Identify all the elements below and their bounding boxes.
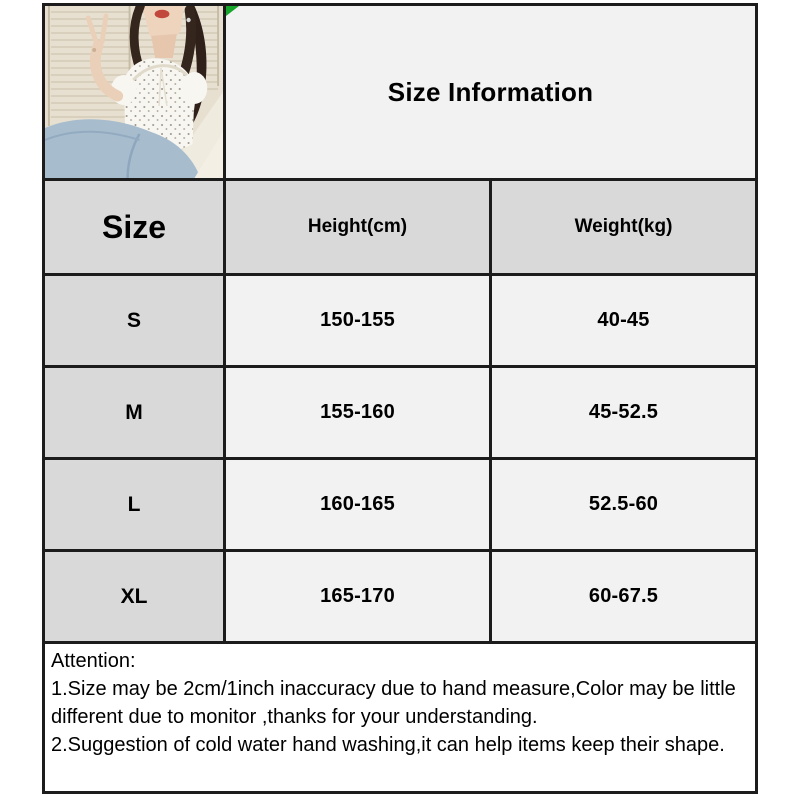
height-value: 150-155 xyxy=(225,275,491,367)
height-value: 155-160 xyxy=(225,367,491,459)
height-value: 165-170 xyxy=(225,551,491,643)
attention-note xyxy=(44,643,757,793)
table-row-s xyxy=(44,275,757,367)
weight-value: 52.5-60 xyxy=(491,459,757,551)
column-header-size: Size xyxy=(44,180,225,275)
column-header-height: Height(cm) xyxy=(225,180,491,275)
size-label: M xyxy=(44,367,225,459)
size-label: XL xyxy=(44,551,225,643)
size-information-banner xyxy=(225,5,757,180)
column-header-weight: Weight(kg) xyxy=(491,180,757,275)
weight-value: 45-52.5 xyxy=(491,367,757,459)
weight-value: 40-45 xyxy=(491,275,757,367)
size-label: S xyxy=(44,275,225,367)
size-label: L xyxy=(44,459,225,551)
page-title: Size Information xyxy=(387,76,594,107)
product-photo xyxy=(44,5,225,180)
weight-value: 60-67.5 xyxy=(491,551,757,643)
green-triangle-icon xyxy=(226,6,239,16)
top-banner-row xyxy=(44,5,757,180)
attention-title: Attention: xyxy=(51,650,136,672)
table-row-m xyxy=(44,367,757,459)
table-row-l xyxy=(44,459,757,551)
product-photo-illustration xyxy=(45,6,223,178)
attention-note-1: 1.Size may be 2cm/1inch inaccuracy due to hand measure,Color may be little different due to monitor ,thanks for your understanding. xyxy=(51,678,736,728)
table-header-row xyxy=(44,180,757,275)
attention-note-2: 2.Suggestion of cold water hand washing,it can help items keep their shape. xyxy=(51,734,725,756)
table-row-xl xyxy=(44,551,757,643)
height-value: 160-165 xyxy=(225,459,491,551)
size-chart-table xyxy=(42,3,758,794)
size-chart-sheet xyxy=(42,3,755,794)
attention-row xyxy=(44,643,757,793)
